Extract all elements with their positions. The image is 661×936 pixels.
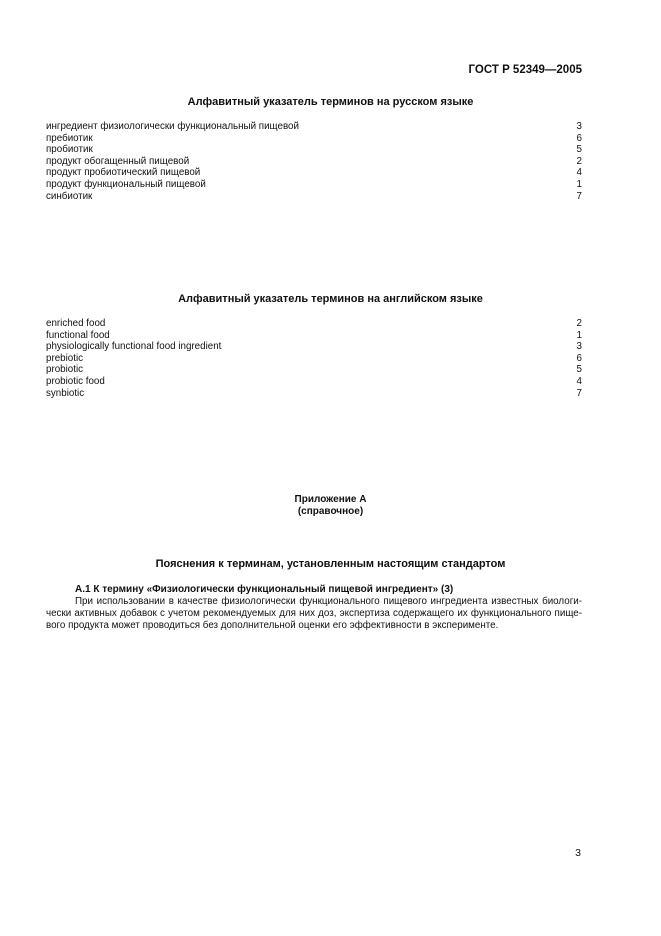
- russian-term-index: [46, 121, 582, 202]
- index-term-number: 4: [576, 375, 582, 387]
- list-item: [46, 179, 582, 191]
- index-term: ингредиент физиологически функциональный пищевой: [46, 121, 299, 132]
- list-item: [46, 353, 582, 365]
- list-item: [46, 156, 582, 168]
- index-term: probiotic food: [46, 375, 105, 387]
- list-item: [46, 364, 582, 376]
- index-term: пребиотик: [46, 132, 93, 144]
- index-term-number: 6: [576, 132, 582, 144]
- paragraph-line: При использовании в качестве физиологически функционального пищевого ингредиента известных биологи-: [75, 596, 582, 607]
- index-term: синбиотик: [46, 190, 93, 202]
- index-term-number: 2: [576, 318, 582, 329]
- document-standard-code: ГОСТ Р 52349—2005: [468, 64, 582, 76]
- index-term: продукт функциональный пищевой: [46, 178, 206, 190]
- index-term-number: 1: [576, 329, 582, 341]
- index-term: functional food: [46, 329, 110, 341]
- index-term-number: 3: [576, 121, 582, 132]
- list-item: [46, 388, 582, 400]
- russian-index-title: Алфавитный указатель терминов на русском языке: [187, 96, 474, 108]
- list-item: [46, 121, 582, 133]
- page-number: 3: [575, 847, 581, 859]
- index-term: пробиотик: [46, 144, 93, 156]
- english-term-index: [46, 318, 582, 399]
- appendix-heading-block: [0, 494, 661, 518]
- index-term-number: 2: [576, 155, 582, 167]
- list-item: [46, 376, 582, 388]
- appendix-section-heading: Пояснения к терминам, установленным настоящим стандартом: [155, 558, 506, 570]
- paragraph-line: чески активных добавок с учетом рекомендуемых для них доз, экспертиза содержащего их функционального пище-: [46, 608, 582, 619]
- list-item: [46, 191, 582, 203]
- english-index-title: Алфавитный указатель терминов на английском языке: [178, 293, 483, 305]
- index-term: prebiotic: [46, 352, 84, 364]
- index-term-number: 4: [576, 167, 582, 179]
- appendix-title: Приложение А: [294, 494, 367, 505]
- list-item: [46, 318, 582, 330]
- index-term: synbiotic: [46, 387, 85, 399]
- list-item: [46, 133, 582, 145]
- list-item: [46, 341, 582, 353]
- index-term-number: 5: [576, 364, 582, 376]
- index-term-number: 5: [576, 144, 582, 156]
- clause-title: А.1 К термину «Физиологически функциональный пищевой ингредиент» (3): [75, 584, 454, 595]
- list-item: [46, 330, 582, 342]
- list-item: [46, 167, 582, 179]
- index-term-number: 7: [576, 387, 582, 399]
- index-term: продукт обогащенный пищевой: [46, 155, 190, 167]
- appendix-subtitle: (справочное): [297, 506, 364, 517]
- index-term: продукт пробиотический пищевой: [46, 167, 201, 179]
- clause-paragraph: [46, 596, 582, 632]
- paragraph-line: вого продукта может проводиться без дополнительной оценки его эффективности в эксперименте.: [46, 620, 499, 631]
- index-term-number: 7: [576, 190, 582, 202]
- index-term-number: 6: [576, 352, 582, 364]
- list-item: [46, 144, 582, 156]
- index-term: enriched food: [46, 318, 106, 329]
- index-term-number: 3: [576, 341, 582, 353]
- index-term-number: 1: [576, 178, 582, 190]
- index-term: physiologically functional food ingredient: [46, 341, 222, 353]
- index-term: probiotic: [46, 364, 84, 376]
